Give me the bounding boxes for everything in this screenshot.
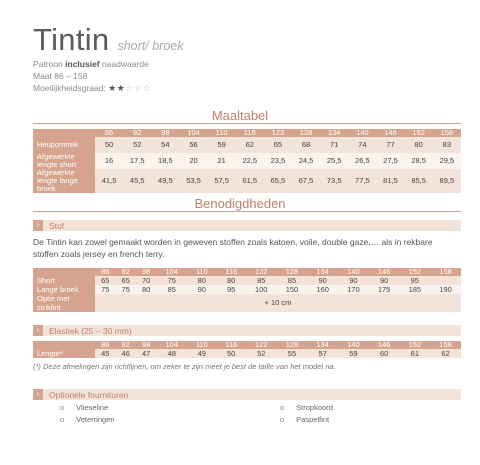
value-cell: 65 [115, 276, 135, 285]
size-header-cell: 140 [338, 341, 369, 349]
value-cell: 26,5 [348, 153, 376, 169]
size-header-cell: 116 [217, 341, 246, 349]
value-cell: 59 [338, 349, 369, 358]
divider [33, 123, 461, 124]
chevron-right-icon: › [33, 389, 43, 400]
bullet-icon: o [60, 415, 65, 424]
size-header-cell: 158 [430, 341, 461, 349]
size-header-cell: 86 [95, 129, 123, 137]
value-cell: 65 [95, 276, 115, 285]
value-cell: 185 [399, 285, 430, 294]
size-header-cell: 104 [156, 341, 187, 349]
value-cell: 90 [369, 276, 400, 285]
size-header-cell: 92 [115, 341, 135, 349]
value-cell: 17,5 [123, 153, 151, 169]
size-header-cell: 98 [136, 341, 156, 349]
maattabel-title: Maaltabel [211, 108, 269, 123]
size-header-cell: 122 [246, 341, 277, 349]
value-cell: 49,5 [151, 169, 179, 193]
list-item-label: Stropkoord [296, 403, 333, 412]
value-cell: 190 [430, 285, 461, 294]
value-cell: 52 [123, 137, 151, 153]
value-cell: 61 [399, 349, 430, 358]
value-cell: 47 [136, 349, 156, 358]
elastiek-header [33, 325, 461, 336]
value-cell: 67,5 [292, 169, 320, 193]
star-filled-icon: ★ [116, 83, 126, 93]
value-cell: 85 [277, 276, 308, 285]
value-cell: 75 [156, 276, 187, 285]
table-row [33, 285, 461, 294]
size-header-cell: 152 [399, 268, 430, 276]
value-cell: 65 [264, 137, 292, 153]
page-subtitle: short/ broek [117, 39, 184, 53]
value-cell: 74 [348, 137, 376, 153]
table-row [33, 349, 461, 358]
size-header-cell: 152 [405, 129, 433, 137]
size-header-cell: 146 [369, 341, 400, 349]
value-cell: 29,5 [433, 153, 461, 169]
difficulty-line: Moeilijkheidsgraad: ★★☆☆☆ [33, 83, 152, 93]
row-label-cell: Afgewerkte lengte lange broek [33, 169, 95, 193]
value-cell: 175 [369, 285, 400, 294]
fournituren-list-left [60, 402, 115, 426]
size-header-cell: 116 [217, 268, 246, 276]
list-item [280, 402, 333, 414]
value-cell: 41,5 [95, 169, 123, 193]
value-cell: 16 [95, 153, 123, 169]
value-cell: 90 [338, 276, 369, 285]
table-row [33, 294, 461, 312]
size-header-cell: 122 [264, 129, 292, 137]
value-cell: 62 [430, 349, 461, 358]
size-header-cell: 128 [292, 129, 320, 137]
size-header-cell: 110 [187, 268, 216, 276]
stof-header [33, 220, 461, 231]
value-cell: 21 [208, 153, 236, 169]
size-header-cell: 134 [307, 268, 338, 276]
row-label-cell: Optie met strikfint [33, 294, 95, 312]
value-cell: 18,5 [151, 153, 179, 169]
size-header-cell: 128 [277, 341, 308, 349]
row-label-cell: Heupomtrek [33, 137, 95, 153]
table-header-row [33, 129, 461, 137]
bullet-icon: o [280, 403, 285, 412]
value-cell: 160 [307, 285, 338, 294]
value-cell: 57 [307, 349, 338, 358]
value-cell: 80 [405, 137, 433, 153]
header-label-cell [33, 129, 95, 137]
value-cell: 45,5 [123, 169, 151, 193]
fournituren-header [33, 389, 461, 400]
value-cell: 25,5 [320, 153, 348, 169]
benodigdheden-title: Benodigdheden [194, 196, 286, 211]
value-cell: 77 [376, 137, 404, 153]
header-label-cell [33, 268, 95, 276]
size-header-cell: 134 [307, 341, 338, 349]
value-cell: 83 [433, 137, 461, 153]
size-header-cell: 116 [236, 129, 264, 137]
value-cell: 77,5 [348, 169, 376, 193]
value-cell: 53,5 [179, 169, 207, 193]
value-cell: 90 [307, 276, 338, 285]
size-header-cell: 140 [338, 268, 369, 276]
stof-text: De Tintin kan zowel gemaakt worden in geweven stoffen zoals katoen, voile, double gaze,… als in rekbare stoffen zoals jersey en french terry. [33, 237, 433, 259]
value-cell: 59 [208, 137, 236, 153]
size-header-cell: 86 [95, 341, 115, 349]
size-header-cell: 146 [376, 129, 404, 137]
value-cell: 85 [156, 285, 187, 294]
star-empty-icon: ☆ [142, 83, 152, 93]
size-header-cell: 110 [187, 341, 216, 349]
value-cell: 68 [292, 137, 320, 153]
size-table [33, 129, 461, 193]
value-cell: 20 [179, 153, 207, 169]
list-item [280, 414, 333, 426]
chevron-right-icon: › [33, 220, 43, 231]
value-cell: 61,5 [236, 169, 264, 193]
difficulty-stars [108, 83, 151, 93]
list-item-label: Paspelfint [296, 415, 330, 424]
patroon-line: Patroon inclusief naadwaarde [33, 59, 149, 69]
row-label-cell: Lange broek [33, 285, 95, 294]
value-cell: 24,5 [292, 153, 320, 169]
elastiek-table [33, 341, 461, 358]
value-cell: 70 [136, 276, 156, 285]
meta-info [33, 58, 151, 94]
table-header-row [33, 341, 461, 349]
value-cell: 95 [217, 285, 246, 294]
value-cell: 54 [151, 137, 179, 153]
list-item-label: Vlieseline [76, 403, 109, 412]
size-header-cell: 104 [156, 268, 187, 276]
value-cell: 28,5 [405, 153, 433, 169]
stof-table [33, 268, 461, 312]
size-header-cell: 158 [433, 129, 461, 137]
table-header-row [33, 268, 461, 276]
value-cell: 95 [399, 276, 430, 285]
value-cell: 85 [246, 276, 277, 285]
value-cell: 80 [187, 276, 216, 285]
bullet-icon: o [60, 403, 65, 412]
value-cell: 46 [115, 349, 135, 358]
value-cell: 73,5 [320, 169, 348, 193]
size-header-cell: 140 [348, 129, 376, 137]
size-header-cell: 92 [123, 129, 151, 137]
value-cell: 90 [187, 285, 216, 294]
elastiek-label: Elastiek (25 – 30 mm) [49, 325, 132, 336]
size-header-cell: 158 [430, 268, 461, 276]
fournituren-list-right [280, 402, 333, 426]
size-header-cell: 152 [399, 341, 430, 349]
size-header-cell: 134 [320, 129, 348, 137]
bullet-icon: o [280, 415, 285, 424]
value-cell: 56 [179, 137, 207, 153]
value-cell: 150 [277, 285, 308, 294]
size-header-cell: 110 [208, 129, 236, 137]
value-cell: 23,5 [264, 153, 292, 169]
header-label-cell [33, 341, 95, 349]
table-row [33, 169, 461, 193]
size-header-cell: 122 [246, 268, 277, 276]
star-empty-icon: ☆ [133, 83, 143, 93]
value-cell: 52 [246, 349, 277, 358]
value-cell: 80 [217, 276, 246, 285]
value-cell: 170 [338, 285, 369, 294]
value-cell: 80 [136, 285, 156, 294]
star-filled-icon: ★ [108, 83, 117, 93]
value-cell: 50 [217, 349, 246, 358]
value-cell: 27,5 [376, 153, 404, 169]
value-cell [430, 276, 461, 285]
value-cell: 49 [187, 349, 216, 358]
value-cell: 48 [156, 349, 187, 358]
page-title: Tintin [33, 22, 110, 57]
maat-line: Maat 86 – 158 [33, 71, 88, 81]
value-cell: 45 [95, 349, 115, 358]
extra-cell: + 10 cm [95, 294, 461, 312]
star-empty-icon: ☆ [125, 83, 134, 93]
table-row [33, 276, 461, 285]
value-cell: 75 [115, 285, 135, 294]
value-cell: 85,5 [405, 169, 433, 193]
size-header-cell: 104 [179, 129, 207, 137]
row-label-cell: Afgewerkte lengte short [33, 153, 95, 169]
size-header-cell: 146 [369, 268, 400, 276]
chevron-right-icon: › [33, 325, 43, 336]
value-cell: 50 [95, 137, 123, 153]
value-cell: 57,5 [208, 169, 236, 193]
table-row [33, 153, 461, 169]
row-label-cell: Lengte* [33, 349, 95, 358]
value-cell: 62 [236, 137, 264, 153]
table-row [33, 137, 461, 153]
value-cell: 100 [246, 285, 277, 294]
value-cell: 60 [369, 349, 400, 358]
value-cell: 55 [277, 349, 308, 358]
stof-label: Stof [49, 220, 65, 231]
value-cell: 89,5 [433, 169, 461, 193]
value-cell: 22,5 [236, 153, 264, 169]
value-cell: 75 [95, 285, 115, 294]
value-cell: 71 [320, 137, 348, 153]
title-row [33, 22, 183, 58]
list-item-label: Veterringen [76, 415, 115, 424]
list-item [60, 402, 115, 414]
divider [33, 211, 461, 212]
size-header-cell: 86 [95, 268, 115, 276]
list-item [60, 414, 115, 426]
size-header-cell: 92 [115, 268, 135, 276]
size-header-cell: 98 [136, 268, 156, 276]
value-cell: 81,5 [376, 169, 404, 193]
elastiek-note: (*) Deze afmelingen zijn richtlijnen, om zeker te zijn meet je best de taille van het model na. [33, 362, 336, 371]
fournituren-label: Optionele fournituren [49, 389, 129, 400]
size-header-cell: 98 [151, 129, 179, 137]
row-label-cell: Short [33, 276, 95, 285]
size-header-cell: 128 [277, 268, 308, 276]
value-cell: 65,5 [264, 169, 292, 193]
